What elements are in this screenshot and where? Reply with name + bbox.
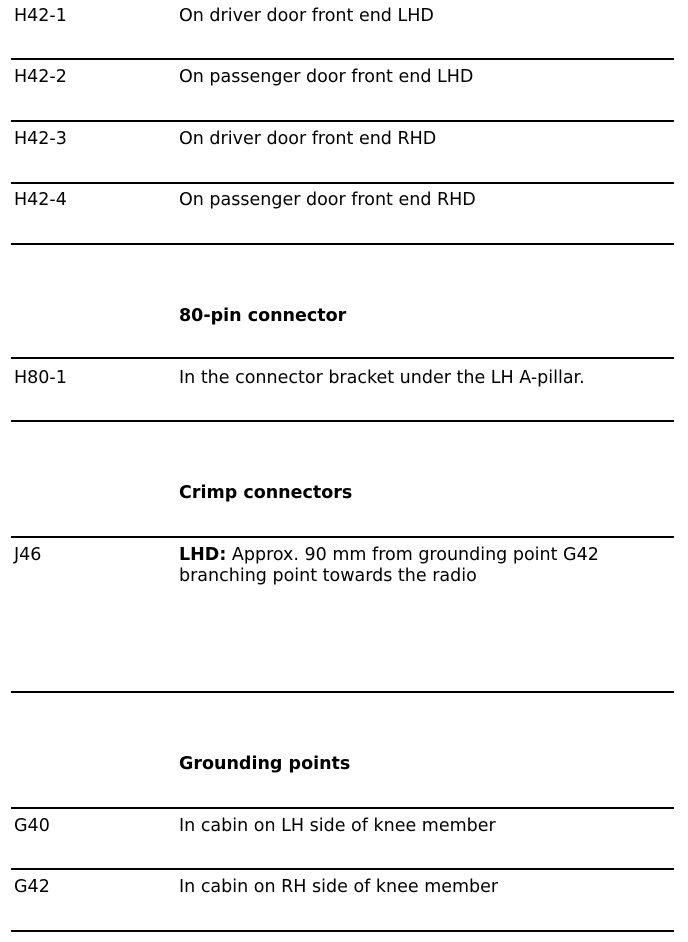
row-code: G40 xyxy=(14,816,50,836)
section-heading-grounding: Grounding points xyxy=(179,754,351,774)
table-divider xyxy=(11,357,674,359)
table-divider xyxy=(11,243,674,245)
row-code: H42-3 xyxy=(14,129,67,149)
table-divider xyxy=(11,868,674,870)
row-description: On driver door front end RHD xyxy=(179,129,437,149)
row-code: H80-1 xyxy=(14,368,67,388)
table-divider xyxy=(11,691,674,693)
row-code: J46 xyxy=(14,545,42,565)
table-divider xyxy=(11,536,674,538)
row-description: In the connector bracket under the LH A-pillar. xyxy=(179,368,585,388)
row-code: G42 xyxy=(14,877,50,897)
row-description: On driver door front end LHD xyxy=(179,6,434,26)
desc-text: Approx. 90 mm from grounding point G42 branching point towards the radio xyxy=(179,545,599,586)
section-heading-80pin: 80-pin connector xyxy=(179,306,347,326)
row-description xyxy=(179,545,649,587)
row-code: H42-4 xyxy=(14,190,67,210)
table-divider xyxy=(11,930,674,932)
row-description: In cabin on LH side of knee member xyxy=(179,816,496,836)
row-description: On passenger door front end LHD xyxy=(179,67,474,87)
table-divider xyxy=(11,807,674,809)
table-divider xyxy=(11,420,674,422)
row-code: H42-2 xyxy=(14,67,67,87)
section-heading-crimp: Crimp connectors xyxy=(179,483,353,503)
row-description: In cabin on RH side of knee member xyxy=(179,877,499,897)
row-description: On passenger door front end RHD xyxy=(179,190,476,210)
table-divider xyxy=(11,182,674,184)
desc-bold-prefix: LHD: xyxy=(179,545,227,565)
table-divider xyxy=(11,120,674,122)
table-divider xyxy=(11,58,674,60)
row-code: H42-1 xyxy=(14,6,67,26)
